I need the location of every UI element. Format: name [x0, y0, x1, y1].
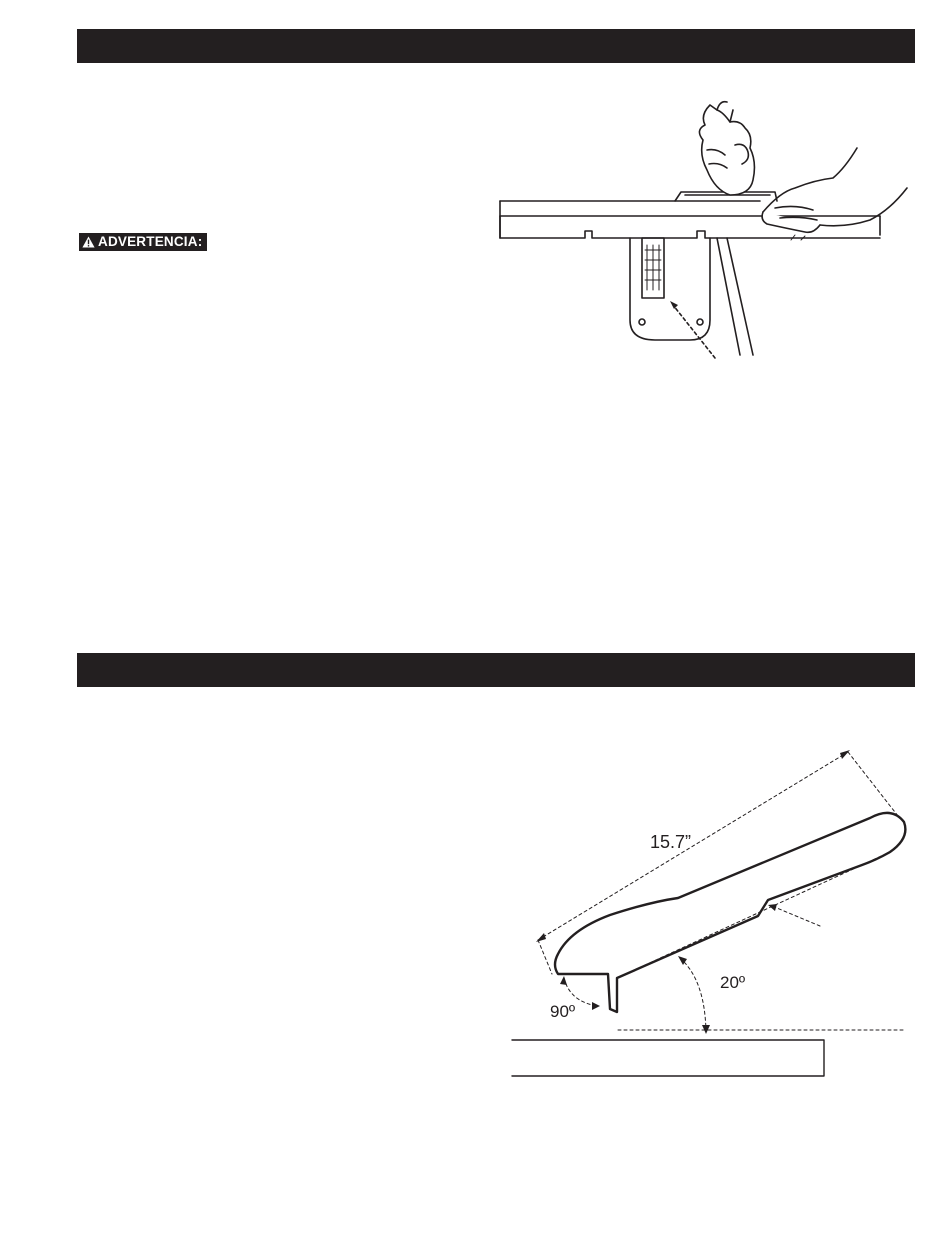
- angle-20-label: 20º: [720, 973, 746, 992]
- fence-alignment-illustration: [495, 100, 915, 370]
- warning-badge: [79, 233, 207, 251]
- angle-90-label: 90º: [550, 1002, 576, 1021]
- push-stick-diagram: [500, 740, 920, 1085]
- warning-label: ADVERTENCIA:: [98, 234, 203, 249]
- section-header-bar-1: [77, 29, 915, 63]
- warning-triangle-icon: [82, 236, 95, 248]
- section-header-bar-2: [77, 653, 915, 687]
- length-label: 15.7”: [650, 832, 692, 852]
